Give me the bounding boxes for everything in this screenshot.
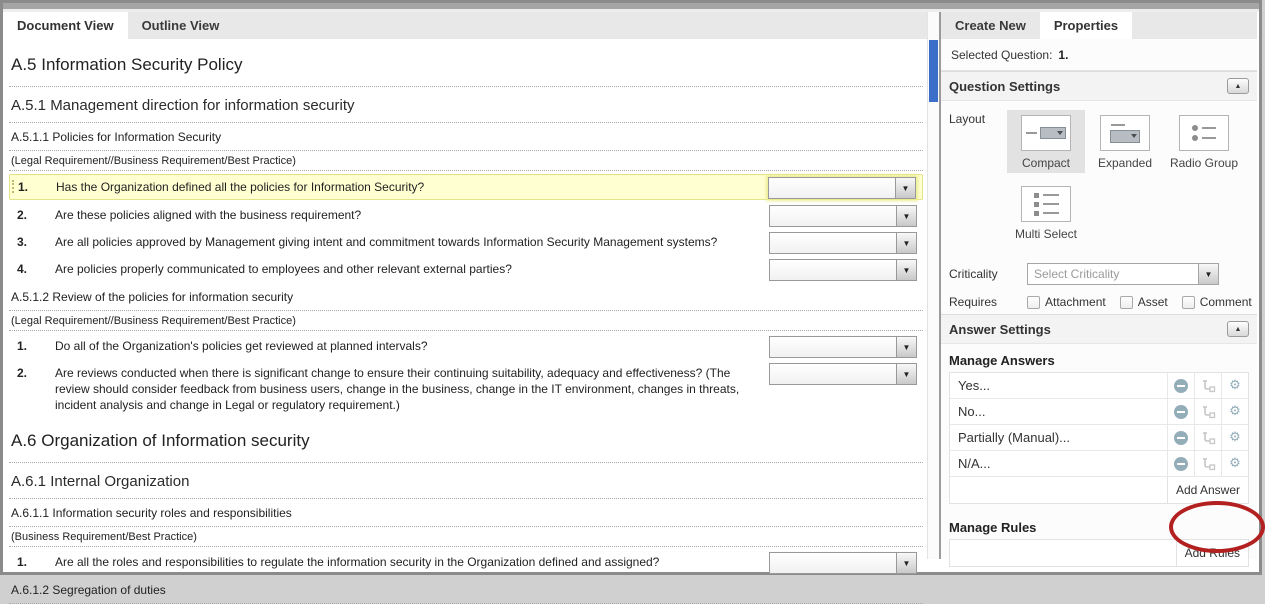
minus-circle-icon: [1174, 405, 1188, 419]
answer-dropdown-value: [770, 233, 896, 253]
question-row[interactable]: [9, 203, 923, 227]
question-number: 1.: [17, 555, 28, 569]
properties-tabbar: [941, 12, 1257, 39]
chevron-down-icon[interactable]: ▼: [895, 178, 915, 198]
gear-icon: ⚙: [1229, 404, 1241, 419]
answer-rule-button[interactable]: [1194, 373, 1221, 398]
question-number: 4.: [17, 262, 28, 276]
attachment-check-item: [1027, 295, 1106, 309]
answer-settings-button[interactable]: [1221, 425, 1248, 450]
remove-answer-button[interactable]: [1167, 425, 1194, 450]
comment-check-item: [1182, 295, 1252, 309]
answer-rule-button[interactable]: [1194, 399, 1221, 424]
answer-settings-button[interactable]: [1221, 451, 1248, 476]
layout-option-compact[interactable]: [1007, 110, 1085, 173]
comment-checkbox[interactable]: [1182, 296, 1195, 309]
criticality-row: [941, 258, 1257, 290]
drag-handle-icon[interactable]: [12, 180, 14, 193]
control-heading: A.6.1.2 Segregation of duties: [9, 576, 923, 604]
question-text: Are policies properly communicated to employees and other relevant external parties?: [55, 262, 512, 276]
answer-settings-button[interactable]: [1221, 373, 1248, 398]
chevron-down-icon[interactable]: ▼: [896, 260, 916, 280]
question-text: Are all policies approved by Management giving intent and commitment towards Information Security Management systems?: [55, 235, 718, 249]
tab-outline-view[interactable]: Outline View: [141, 18, 220, 33]
answer-row: [950, 425, 1248, 451]
add-answer-row: [950, 477, 1248, 503]
answers-table: [949, 372, 1249, 504]
chevron-down-icon[interactable]: ▼: [896, 337, 916, 357]
add-rules-row: [950, 540, 1248, 566]
question-number: 1.: [17, 339, 28, 353]
chevron-down-icon[interactable]: ▼: [896, 553, 916, 573]
branch-icon: [1201, 457, 1216, 471]
criticality-placeholder: Select Criticality: [1034, 267, 1120, 281]
answer-dropdown-value: [770, 337, 896, 357]
criticality-label: Criticality: [949, 267, 998, 281]
question-text: Are these policies aligned with the business requirement?: [55, 208, 362, 222]
layout-option-expanded[interactable]: [1086, 110, 1164, 173]
collapse-up-icon[interactable]: ▲: [1227, 321, 1249, 337]
requires-row: [941, 290, 1257, 314]
tab-document-view[interactable]: Document View: [3, 12, 128, 39]
layout-option-label: Expanded: [1097, 156, 1153, 170]
answer-label: N/A...: [958, 456, 991, 471]
branch-icon: [1201, 431, 1216, 445]
question-row[interactable]: [9, 334, 923, 358]
remove-answer-button[interactable]: [1167, 373, 1194, 398]
layout-option-multi-select[interactable]: [1007, 181, 1085, 244]
answer-rule-button[interactable]: [1194, 425, 1221, 450]
document-content: [3, 39, 927, 604]
layout-option-label: Multi Select: [1014, 227, 1078, 241]
answer-settings-header: [941, 314, 1257, 344]
answer-dropdown[interactable]: [769, 363, 917, 385]
control-heading: A.5.1.2 Review of the policies for information security: [9, 283, 923, 311]
answer-rule-button[interactable]: [1194, 451, 1221, 476]
requirement-tag: (Legal Requirement//Business Requirement/Best Practice): [9, 151, 923, 171]
asset-checkbox[interactable]: [1120, 296, 1133, 309]
gear-icon: ⚙: [1229, 378, 1241, 393]
question-number: 3.: [17, 235, 28, 249]
gear-icon: ⚙: [1229, 456, 1241, 471]
answer-dropdown-value: [769, 178, 895, 198]
add-rules-button[interactable]: Add Rules: [1176, 540, 1248, 566]
radio-group-layout-icon: [1179, 115, 1229, 151]
gear-icon: ⚙: [1229, 430, 1241, 445]
answer-label: Partially (Manual)...: [958, 430, 1070, 445]
question-settings-header: [941, 71, 1257, 101]
chevron-down-icon[interactable]: ▼: [1198, 264, 1218, 284]
document-scrollbar[interactable]: [927, 12, 939, 559]
question-text: Are reviews conducted when there is significant change to ensure their continuing suitability, adequacy and effectiveness? (The review should consider feedback from business users, change in the business, change in the IT environment, changes in threats, incident analysis and change in Legal or regulatory requirement.): [55, 366, 740, 412]
attachment-checkbox[interactable]: [1027, 296, 1040, 309]
control-heading: A.5.1.1 Policies for Information Security: [9, 123, 923, 151]
question-row[interactable]: [9, 230, 923, 254]
layout-settings: [941, 101, 1257, 258]
branch-icon: [1201, 379, 1216, 393]
minus-circle-icon: [1174, 379, 1188, 393]
manage-rules-title: Manage Rules: [949, 520, 1037, 535]
question-row-selected[interactable]: [9, 174, 923, 200]
question-row[interactable]: [9, 361, 923, 417]
section-heading: A.6 Organization of Information security: [9, 419, 923, 463]
manage-rules-block: [941, 504, 1257, 567]
answer-dropdown[interactable]: [769, 259, 917, 281]
question-text: Do all of the Organization's policies get reviewed at planned intervals?: [55, 339, 428, 353]
answer-dropdown-value: [770, 364, 896, 384]
answer-dropdown-value: [770, 553, 896, 573]
selected-question-value: 1.: [1058, 48, 1069, 62]
question-settings-title: Question Settings: [949, 78, 1061, 94]
question-number: 2.: [17, 208, 28, 222]
remove-answer-button[interactable]: [1167, 451, 1194, 476]
compact-layout-icon: [1021, 115, 1071, 151]
section-heading: A.5 Information Security Policy: [9, 43, 923, 87]
answer-settings-title: Answer Settings: [949, 321, 1051, 337]
layout-options: [1007, 110, 1251, 252]
tab-create-new[interactable]: Create New: [955, 18, 1026, 33]
remove-answer-button[interactable]: [1167, 399, 1194, 424]
question-text: Has the Organization defined all the policies for Information Security?: [56, 180, 425, 194]
answer-dropdown-value: [770, 206, 896, 226]
question-row[interactable]: [9, 257, 923, 281]
question-row[interactable]: [9, 550, 923, 574]
expanded-layout-icon: [1100, 115, 1150, 151]
collapse-up-icon[interactable]: ▲: [1227, 78, 1249, 94]
answer-label: Yes...: [958, 378, 991, 393]
answer-row: [950, 373, 1248, 399]
question-number: 1.: [18, 180, 29, 194]
question-number: 2.: [17, 366, 28, 380]
document-panel: [3, 12, 927, 597]
answer-row: [950, 399, 1248, 425]
layout-option-label: Compact: [1021, 156, 1071, 170]
branch-icon: [1201, 405, 1216, 419]
answer-dropdown[interactable]: [769, 232, 917, 254]
layout-option-label: Radio Group: [1169, 156, 1239, 170]
document-tabbar: [3, 12, 927, 39]
subsection-heading: A.6.1 Internal Organization: [9, 463, 923, 499]
properties-panel: [941, 12, 1257, 559]
answer-dropdown[interactable]: [769, 552, 917, 574]
asset-check-item: [1120, 295, 1168, 309]
subsection-heading: A.5.1 Management direction for information security: [9, 87, 923, 123]
criticality-select[interactable]: [1027, 263, 1219, 285]
rules-table: [949, 539, 1249, 567]
minus-circle-icon: [1174, 431, 1188, 445]
add-answer-button[interactable]: Add Answer: [1167, 477, 1248, 503]
chevron-down-icon[interactable]: ▼: [896, 206, 916, 226]
answer-label: No...: [958, 404, 986, 419]
layout-option-radio-group[interactable]: [1165, 110, 1243, 173]
scrollbar-thumb[interactable]: [929, 40, 938, 102]
chevron-down-icon[interactable]: ▼: [896, 364, 916, 384]
manage-answers-block: [941, 344, 1257, 504]
tab-properties[interactable]: Properties: [1040, 12, 1132, 39]
requirement-tag: (Legal Requirement//Business Requirement/Best Practice): [9, 311, 923, 331]
answer-dropdown[interactable]: [768, 177, 916, 199]
control-heading: A.6.1.1 Information security roles and responsibilities: [9, 499, 923, 527]
selected-question-label: Selected Question:: [951, 48, 1053, 62]
answer-row: [950, 451, 1248, 477]
attachment-label: Attachment: [1045, 295, 1106, 309]
manage-answers-title: Manage Answers: [949, 353, 1055, 368]
multi-select-layout-icon: [1021, 186, 1071, 222]
layout-label: Layout: [949, 112, 986, 126]
requires-label: Requires: [949, 295, 998, 309]
answer-dropdown[interactable]: [769, 336, 917, 358]
chevron-down-icon[interactable]: ▼: [896, 233, 916, 253]
answer-dropdown-value: [770, 260, 896, 280]
comment-label: Comment: [1199, 295, 1252, 309]
selected-question-row: [941, 39, 1257, 71]
asset-label: Asset: [1137, 295, 1168, 309]
minus-circle-icon: [1174, 457, 1188, 471]
requirement-tag: (Business Requirement/Best Practice): [9, 527, 923, 547]
question-text: Are all the roles and responsibilities to regulate the information security in the Organization defined and assigned?: [55, 555, 660, 569]
answer-dropdown[interactable]: [769, 205, 917, 227]
answer-settings-button[interactable]: [1221, 399, 1248, 424]
